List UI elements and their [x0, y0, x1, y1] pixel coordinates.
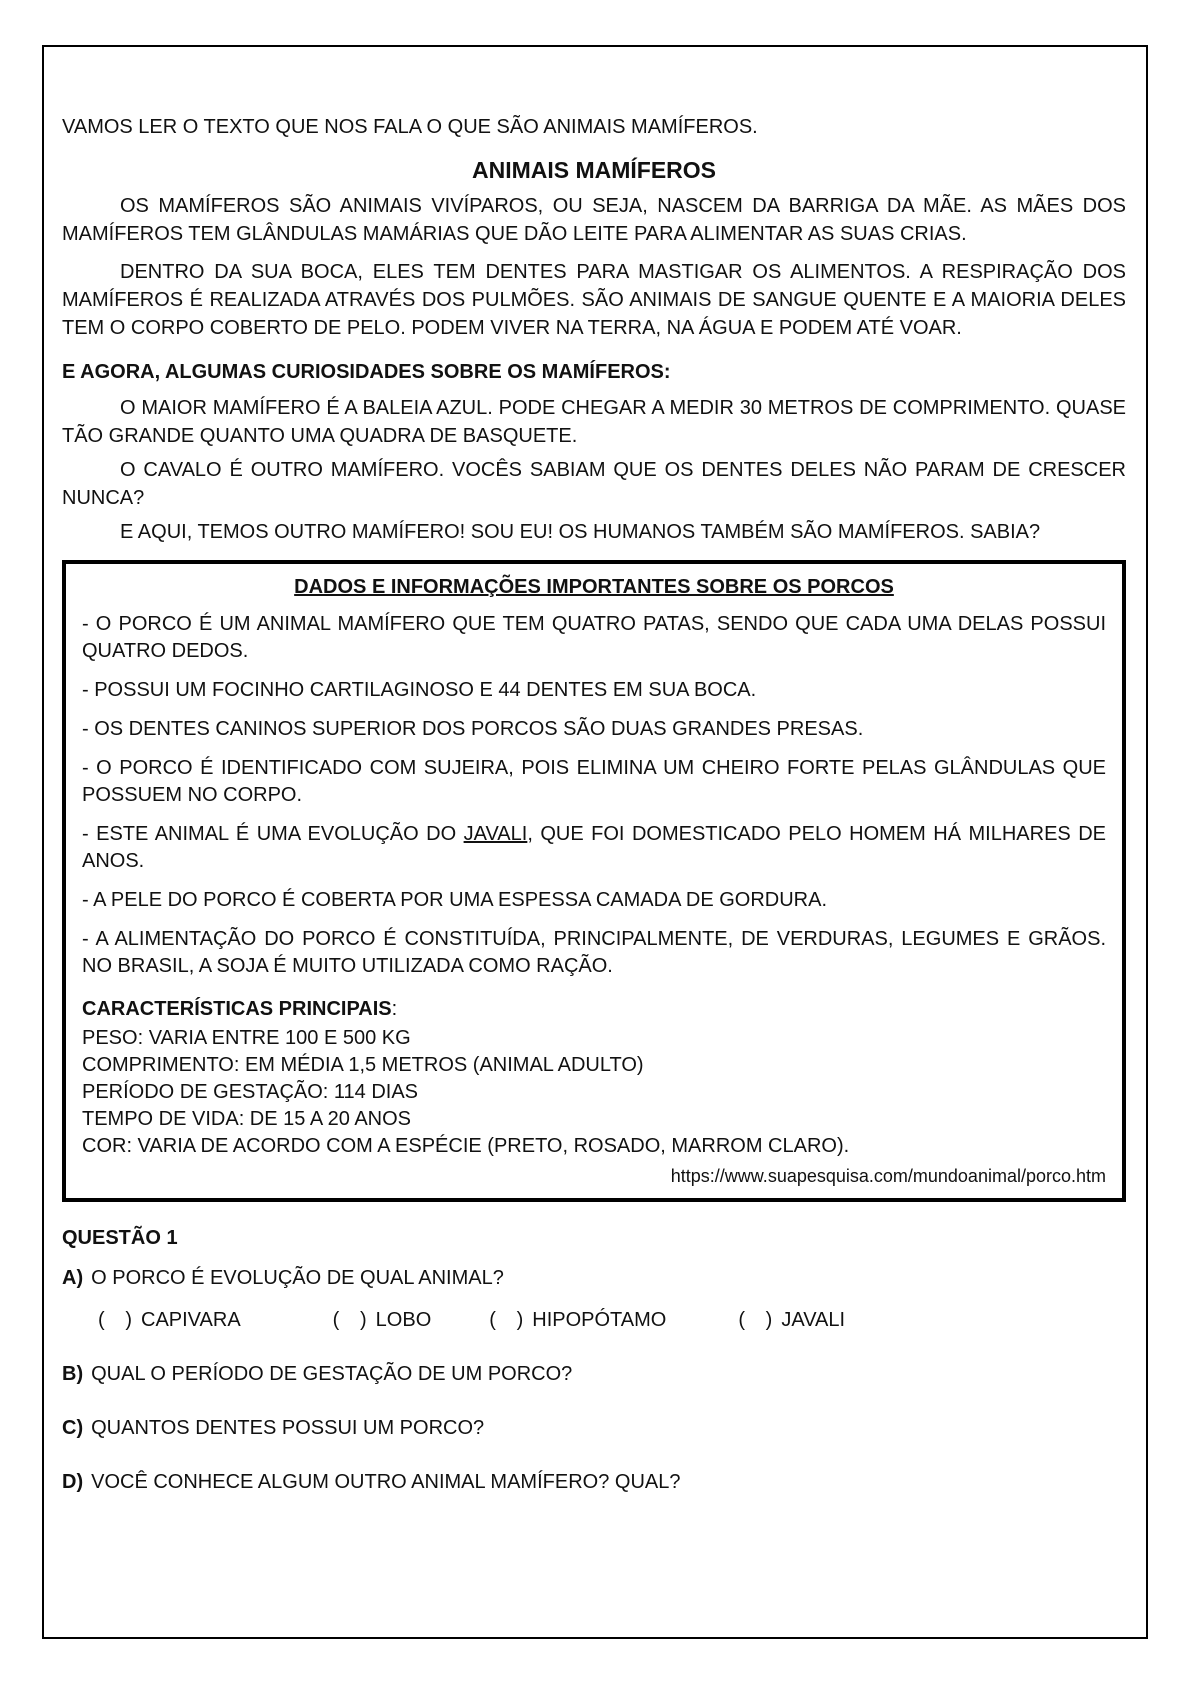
option-label: JAVALI — [781, 1309, 846, 1331]
question-b-text: QUAL O PERÍODO DE GESTAÇÃO DE UM PORCO? — [91, 1363, 573, 1385]
curiosity-paragraph-1: O MAIOR MAMÍFERO É A BALEIA AZUL. PODE CHEGAR A MEDIR 30 METROS DE COMPRIMENTO. QUASE TÃO GRANDE QUANTO UMA QUADRA DE BASQUETE. — [62, 397, 1126, 447]
characteristics-heading — [82, 996, 1106, 1023]
curiosities-heading: E AGORA, ALGUMAS CURIOSIDADES SOBRE OS MAMÍFEROS: — [62, 361, 671, 383]
answer-option-javali — [738, 1306, 845, 1334]
characteristic-gestation: PERÍODO DE GESTAÇÃO: 114 DIAS — [82, 1081, 419, 1103]
question-a — [62, 1264, 1126, 1292]
fact-item-2: - POSSUI UM FOCINHO CARTILAGINOSO E 44 DENTES EM SUA BOCA. — [82, 679, 757, 701]
characteristic-color: COR: VARIA DE ACORDO COM A ESPÉCIE (PRETO, ROSADO, MARROM CLARO). — [82, 1135, 850, 1157]
characteristic-weight: PESO: VARIA ENTRE 100 E 500 KG — [82, 1027, 411, 1049]
fact-item-6: - A PELE DO PORCO É COBERTA POR UMA ESPESSA CAMADA DE GORDURA. — [82, 889, 828, 911]
question-section-title: QUESTÃO 1 — [62, 1227, 178, 1249]
characteristics-heading-text: CARACTERÍSTICAS PRINCIPAIS — [82, 998, 392, 1020]
pig-info-box — [62, 560, 1126, 1202]
characteristic-length: COMPRIMENTO: EM MÉDIA 1,5 METROS (ANIMAL ADULTO) — [82, 1054, 644, 1076]
curiosity-paragraph-2: O CAVALO É OUTRO MAMÍFERO. VOCÊS SABIAM QUE OS DENTES DELES NÃO PARAM DE CRESCER NUNCA? — [62, 459, 1126, 509]
answer-option-capivara — [98, 1306, 241, 1334]
page-border-frame — [42, 45, 1148, 1639]
option-label: HIPOPÓTAMO — [532, 1309, 667, 1331]
fact-item-3: - OS DENTES CANINOS SUPERIOR DOS PORCOS SÃO DUAS GRANDES PRESAS. — [82, 718, 864, 740]
answer-options-row — [62, 1306, 1126, 1334]
fact-item-1: - O PORCO É UM ANIMAL MAMÍFERO QUE TEM QUATRO PATAS, SENDO QUE CADA UMA DELAS POSSUI QUATRO DEDOS. — [82, 613, 1106, 662]
text-paragraph-2: DENTRO DA SUA BOCA, ELES TEM DENTES PARA MASTIGAR OS ALIMENTOS. A RESPIRAÇÃO DOS MAMÍFEROS É REALIZADA ATRAVÉS DOS PULMÕES. SÃO ANIMAIS DE SANGUE QUENTE E A MAIORIA DELES TEM O CORPO COBERTO DE PELO. PODEM VIVER NA TERRA, NA ÁGUA E PODEM ATÉ VOAR. — [62, 261, 1126, 339]
question-d-text: VOCÊ CONHECE ALGUM OUTRO ANIMAL MAMÍFERO? QUAL? — [91, 1471, 681, 1493]
question-c — [62, 1414, 1126, 1442]
question-b — [62, 1360, 1126, 1388]
info-box-title: DADOS E INFORMAÇÕES IMPORTANTES SOBRE OS PORCOS — [294, 576, 894, 598]
intro-line: VAMOS LER O TEXTO QUE NOS FALA O QUE SÃO ANIMAIS MAMÍFEROS. — [62, 116, 758, 138]
question-a-label: A) — [62, 1267, 84, 1289]
option-label: LOBO — [375, 1309, 432, 1331]
question-d — [62, 1468, 1126, 1496]
answer-option-lobo — [333, 1306, 432, 1334]
characteristic-lifespan: TEMPO DE VIDA: DE 15 A 20 ANOS — [82, 1108, 412, 1130]
characteristics-heading-colon: : — [391, 998, 398, 1020]
question-c-text: QUANTOS DENTES POSSUI UM PORCO? — [91, 1417, 485, 1439]
checkbox-parens: ( ) — [332, 1309, 368, 1331]
source-url: https://www.suapesquisa.com/mundoanimal/porco.htm — [670, 1166, 1106, 1186]
fact-5-prefix: - ESTE ANIMAL É UMA EVOLUÇÃO DO — [82, 823, 464, 845]
document-title: ANIMAIS MAMÍFEROS — [471, 157, 717, 183]
question-a-text: O PORCO É EVOLUÇÃO DE QUAL ANIMAL? — [91, 1267, 504, 1289]
question-d-label: D) — [62, 1471, 84, 1493]
text-paragraph-1: OS MAMÍFEROS SÃO ANIMAIS VIVÍPAROS, OU SEJA, NASCEM DA BARRIGA DA MÃE. AS MÃES DOS MAMÍFEROS TEM GLÂNDULAS MAMÁRIAS QUE DÃO LEITE PARA ALIMENTAR AS SUAS CRIAS. — [62, 195, 1126, 245]
fact-item-7: - A ALIMENTAÇÃO DO PORCO É CONSTITUÍDA, PRINCIPALMENTE, DE VERDURAS, LEGUMES E GRÃOS. NO BRASIL, A SOJA É MUITO UTILIZADA COMO RAÇÃO. — [82, 928, 1106, 977]
curiosity-paragraph-3: E AQUI, TEMOS OUTRO MAMÍFERO! SOU EU! OS HUMANOS TAMBÉM SÃO MAMÍFEROS. SABIA? — [120, 521, 1041, 543]
checkbox-parens: ( ) — [738, 1309, 774, 1331]
question-c-label: C) — [62, 1417, 84, 1439]
answer-option-hipopotamo — [489, 1306, 666, 1334]
option-label: CAPIVARA — [141, 1309, 241, 1331]
fact-5-suffix: , QUE FOI DOMESTICADO PELO HOMEM HÁ MILHARES DE ANOS. — [82, 823, 1106, 872]
checkbox-parens: ( ) — [489, 1309, 525, 1331]
fact-5-underlined-word: JAVALI — [463, 823, 528, 845]
question-b-label: B) — [62, 1363, 84, 1385]
checkbox-parens: ( ) — [98, 1309, 133, 1331]
fact-item-5 — [82, 821, 1106, 875]
fact-item-4: - O PORCO É IDENTIFICADO COM SUJEIRA, POIS ELIMINA UM CHEIRO FORTE PELAS GLÂNDULAS QUE POSSUEM NO CORPO. — [82, 757, 1106, 806]
